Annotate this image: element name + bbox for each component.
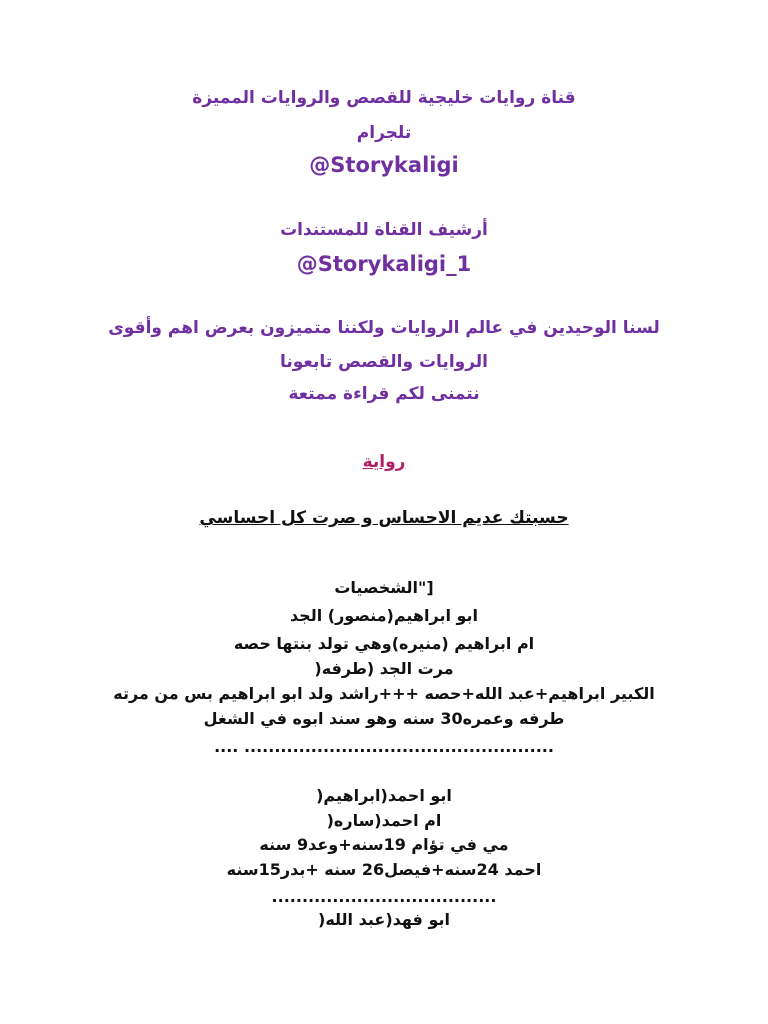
character-line: احمد 24سنه+فيصل26 سنه +بدر15سنه — [226, 860, 542, 879]
character-line: ام احمد(ساره( — [326, 811, 442, 830]
character-line: مي في تؤام 19سنه+وعد9 سنه — [259, 835, 509, 854]
telegram-label: تلجرام — [356, 123, 412, 143]
character-line: ام ابراهيم (منيره)وهي تولد بنتها حصه — [233, 634, 535, 653]
novel-title: حسبتك عديم الاحساس و صرت كل احساسي — [199, 508, 569, 528]
character-line: طرفه وعمره30 سنه وهو سند ابوه في الشغل — [203, 709, 565, 728]
separator-dots: ................................................... .... — [214, 737, 554, 756]
intro-line-3: نتمنى لكم قراءة ممتعة — [288, 384, 480, 404]
channel-title: قناة روايات خليجية للقصص والروايات المميزة — [192, 88, 576, 108]
character-line: ابو فهد(عبد الله( — [318, 910, 450, 929]
character-line: ابو احمد(ابراهيم( — [316, 786, 452, 805]
archive-title: أرشيف القناة للمستندات — [280, 220, 488, 240]
novel-label: رواية — [362, 452, 406, 472]
archive-handle: @Storykaligi_1 — [296, 252, 472, 276]
intro-line-1: لسنا الوحيدين في عالم الروايات ولكننا متميزون بعرض اهم وأقوى — [108, 318, 660, 338]
character-line: ابو ابراهيم(منصور) الجد — [289, 606, 479, 625]
character-line: مرت الجد (طرفه( — [314, 659, 454, 678]
character-line: الكبير ابراهيم+عبد الله+حصه +++راشد ولد ابو ابراهيم بس من مرته — [113, 684, 655, 703]
intro-line-2: الروايات والقصص تابعونا — [280, 352, 488, 372]
characters-heading: ["الشخصيات — [334, 578, 434, 597]
telegram-handle: @Storykaligi — [309, 153, 459, 177]
separator-dots: ..................................... — [271, 887, 497, 906]
